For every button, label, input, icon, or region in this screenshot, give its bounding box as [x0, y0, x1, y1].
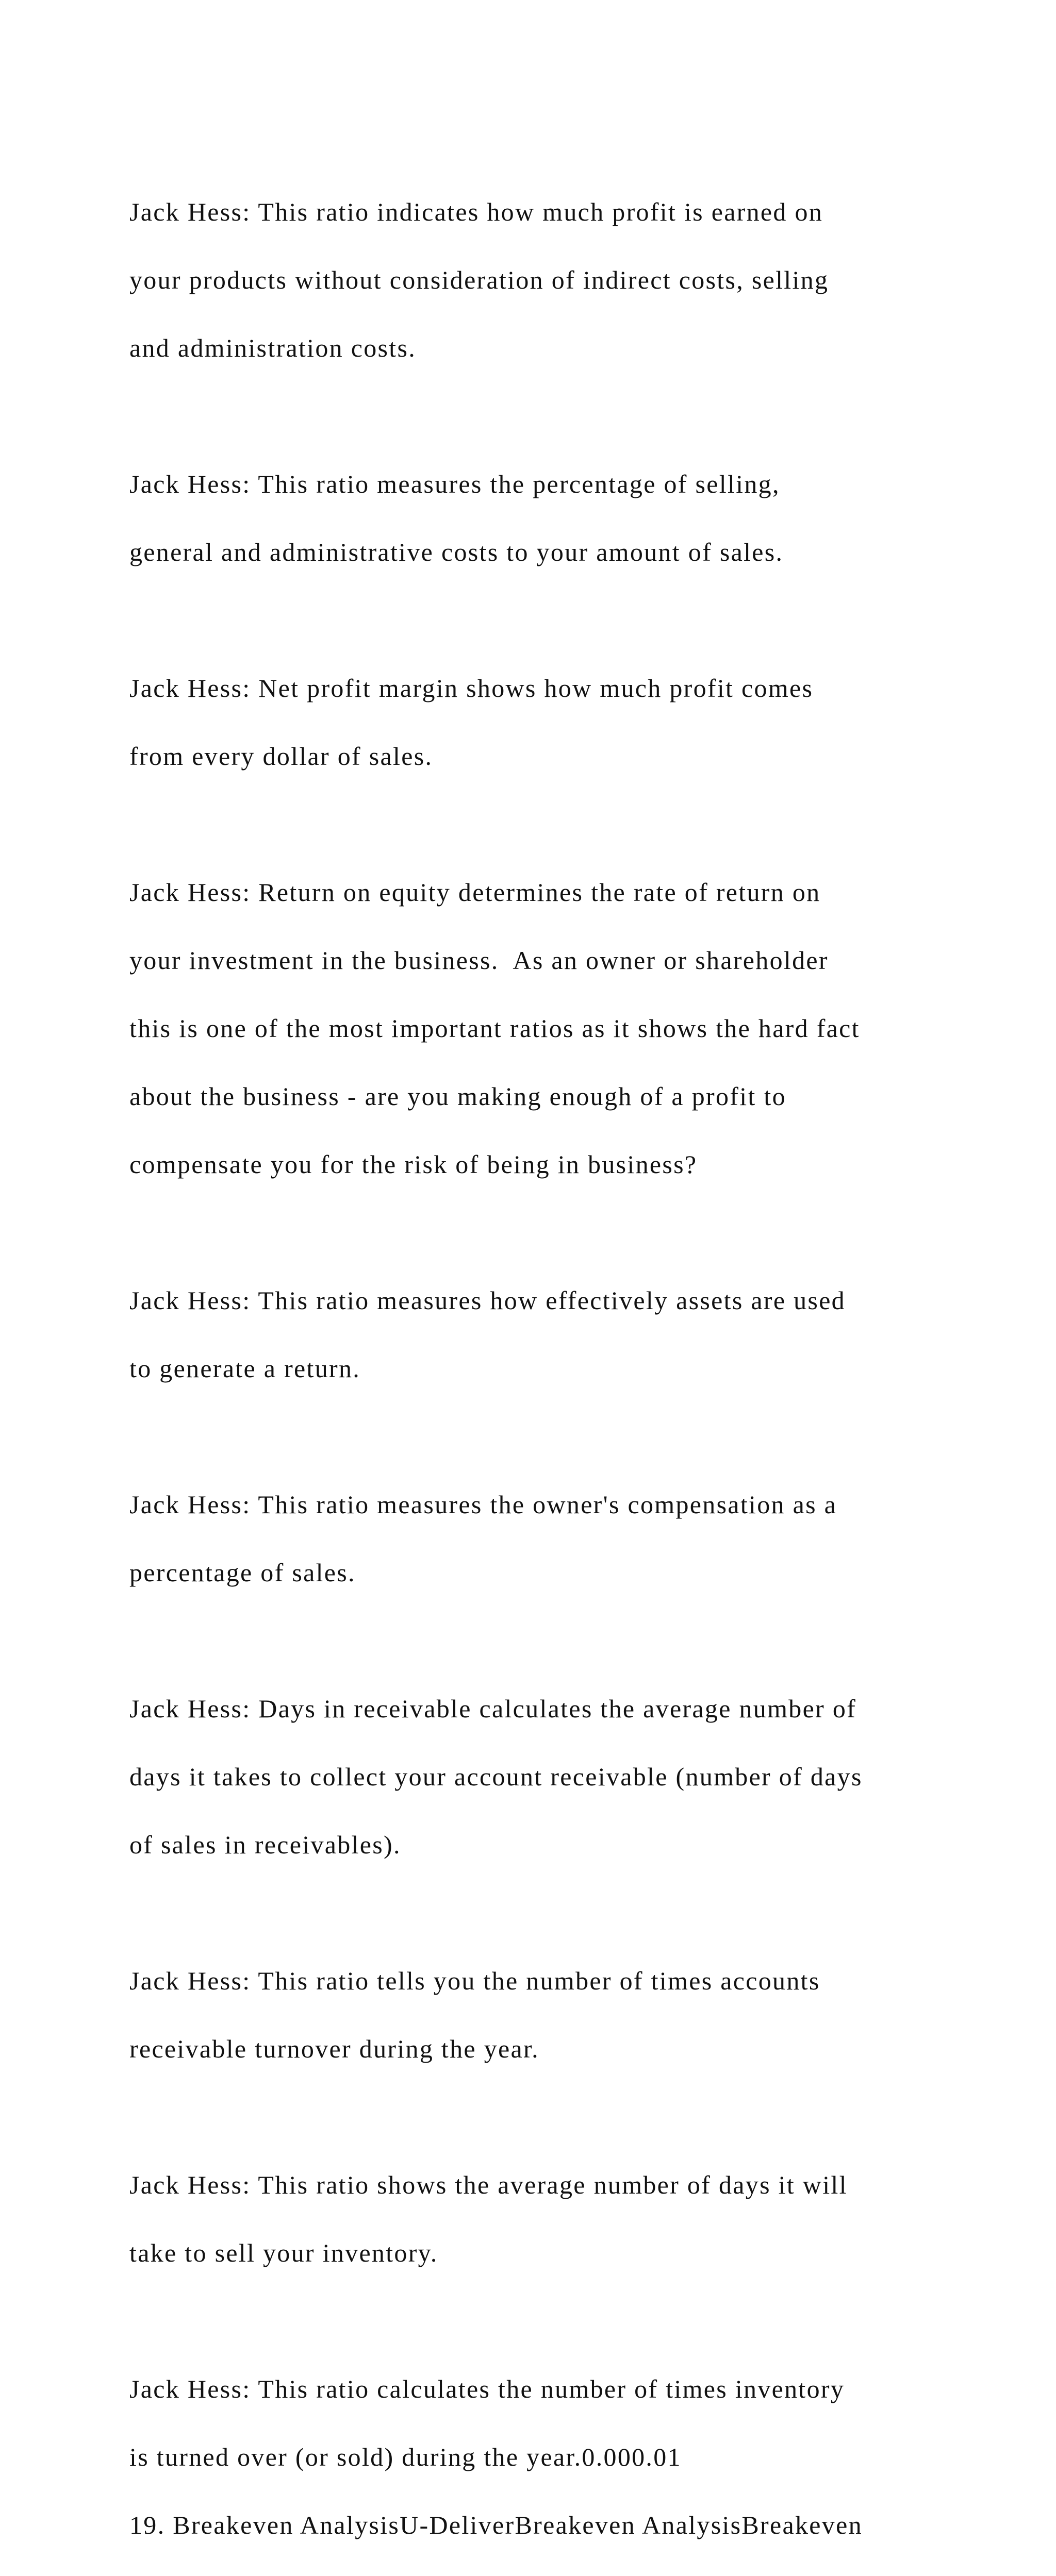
paragraph-days-in-inventory: [129, 2134, 934, 2304]
paragraph-receivable-turnover: [129, 1930, 934, 2100]
text-line: receivable turnover during the year.: [129, 2034, 539, 2063]
document-body: [129, 161, 934, 2576]
text-line: Jack Hess: This ratio measures the owner's compensation as a: [129, 1490, 837, 1519]
text-line: 19. Breakeven AnalysisU-DeliverBreakeven AnalysisBreakeven: [129, 2511, 863, 2539]
text-line: Jack Hess: This ratio calculates the number of times inventory: [129, 2374, 845, 2403]
text-line: and administration costs.: [129, 333, 417, 362]
text-line: to generate a return.: [129, 1354, 361, 1383]
text-line: about the business - are you making enough of a profit to: [129, 1082, 786, 1111]
paragraph-return-on-equity: [129, 841, 934, 1215]
text-line: Jack Hess: Return on equity determines the rate of return on: [129, 878, 821, 907]
paragraph-net-profit-margin: [129, 637, 934, 807]
text-line: Jack Hess: This ratio indicates how much profit is earned on: [129, 197, 823, 226]
text-line: of sales in receivables).: [129, 1830, 401, 1859]
text-line: days it takes to collect your account receivable (number of days: [129, 1762, 863, 1791]
text-line: is turned over (or sold) during the year.0.000.01: [129, 2443, 682, 2471]
paragraph-days-in-receivable: [129, 1658, 934, 1896]
paragraph-inventory-turnover: [129, 2338, 934, 2576]
text-line: compensate you for the risk of being in business?: [129, 1150, 698, 1179]
text-line: Jack Hess: Net profit margin shows how much profit comes: [129, 674, 814, 702]
paragraph-return-on-assets: [129, 1249, 934, 1419]
text-line: general and administrative costs to your amount of sales.: [129, 538, 784, 566]
paragraph-sga-ratio: [129, 433, 934, 603]
text-line: percentage of sales.: [129, 1558, 356, 1587]
text-line: Jack Hess: This ratio measures the percentage of selling,: [129, 470, 780, 498]
text-line: Jack Hess: Days in receivable calculates the average number of: [129, 1694, 857, 1723]
text-line: your investment in the business. As an owner or shareholder: [129, 946, 829, 975]
text-line: Jack Hess: This ratio shows the average number of days it will: [129, 2170, 848, 2199]
text-line: take to sell your inventory.: [129, 2238, 438, 2267]
text-line: from every dollar of sales.: [129, 742, 433, 771]
text-line: Jack Hess: This ratio measures how effectively assets are used: [129, 1286, 846, 1315]
paragraph-gross-margin: [129, 161, 934, 399]
text-line: this is one of the most important ratios as it shows the hard fact: [129, 1014, 860, 1043]
paragraph-owner-compensation: [129, 1453, 934, 1624]
text-line: your products without consideration of indirect costs, selling: [129, 265, 829, 294]
text-line: Jack Hess: This ratio tells you the number of times accounts: [129, 1966, 820, 1995]
